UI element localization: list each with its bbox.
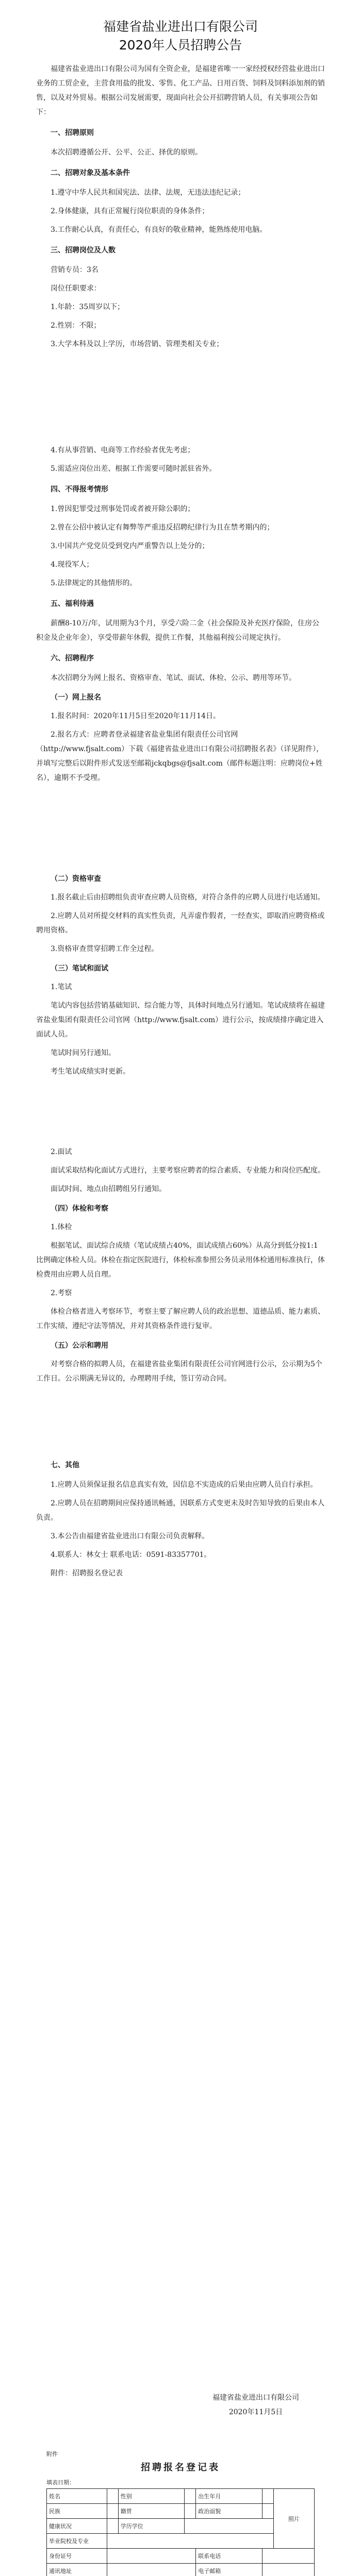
section-3-req: 5.需适应岗位出差、根据工作需要可随时派驻省外。 — [51, 465, 217, 473]
section-4-item: 3.中国共产党党员受到党内严重警告以上处分的； — [51, 542, 209, 550]
field-id-label: 身份证号 — [47, 2549, 107, 2564]
section-4-item: 2.曾在公招中被认定有舞弊等严重违反招聘纪律行为且在禁考期内的； — [51, 523, 274, 532]
field-gender-value[interactable] — [185, 2489, 196, 2504]
section-6-intro: 本次招聘分为网上报名、资格审查、笔试、面试、体检、公示、聘用等环节。 — [51, 674, 296, 682]
form-date-label: 填表日期： — [46, 2479, 75, 2486]
field-native-value[interactable] — [185, 2504, 196, 2519]
field-edu-value[interactable] — [185, 2519, 274, 2534]
written-title: 1.笔试 — [51, 983, 72, 991]
field-id-value[interactable] — [107, 2549, 195, 2564]
section-6-4-title: （四）体检和考察 — [51, 1205, 108, 1213]
exam-title: 2.考察 — [51, 1289, 72, 1297]
signature-date: 2020年11月5日 — [228, 2408, 283, 2416]
field-email-value[interactable] — [262, 2564, 315, 2576]
section-3-req: 4.有从事营销、电商等工作经验者优先考虑； — [51, 446, 195, 454]
field-nation-value[interactable] — [107, 2504, 118, 2519]
section-2-item: 1.遵守中华人民共和国宪法、法律、法规，无违法违纪记录； — [51, 189, 245, 197]
title-notice: 2020年人员招聘公告 — [119, 38, 242, 53]
field-email-label: 电子邮箱 — [196, 2564, 262, 2576]
field-health-value[interactable] — [107, 2519, 118, 2534]
signature-org: 福建省盐业进出口有限公司 — [212, 2394, 299, 2402]
form-title: 招聘报名登记表 — [141, 2462, 220, 2473]
check-title: 1.体检 — [51, 1223, 72, 1231]
section-6-2-item: 2.应聘人员对所提交材料的真实性负责，凡弄虚作假者，一经查实，即取消应聘资格或聘用资格。 — [36, 912, 325, 935]
registration-form-table — [46, 2488, 315, 2576]
section-7-item: 4.联系人：林女士 联系电话：0591-83357701。 — [51, 1551, 211, 1559]
section-1-text: 本次招聘遵循公开、公平、公正、择优的原则。 — [51, 148, 202, 157]
section-3-req: 3.大学本科及以上学历，市场营销、管理类相关专业； — [51, 340, 224, 348]
field-birth-label: 出生年月 — [196, 2489, 262, 2504]
section-6-3-title: （三）笔试和面试 — [51, 964, 108, 973]
field-photo[interactable]: 照片 — [274, 2489, 315, 2549]
field-phone-value[interactable] — [262, 2549, 315, 2564]
field-address-label: 通讯地址 — [47, 2564, 107, 2576]
written-line: 笔试时间另行通知。 — [51, 1049, 116, 1057]
field-phone-label: 联系电话 — [196, 2549, 262, 2564]
field-gender-label: 性别 — [118, 2489, 185, 2504]
section-7-title: 七、其他 — [51, 1461, 79, 1469]
section-3-req-title: 岗位任职要求： — [51, 284, 101, 293]
notice-body — [36, 62, 325, 1585]
field-politics-value[interactable] — [262, 2504, 274, 2519]
check-text: 根据笔试、面试综合成绩（笔试成绩占40%，面试成绩占60%）从高分到低分按1:1比例确定体检人员。体检在指定医院进行，体检标准参照公务员录用体检通用标准执行，体检费用由应聘人员自理。 — [36, 1242, 325, 1279]
field-major-label: 毕业院校及专业 — [47, 2534, 107, 2549]
section-2-item: 3.工作耐心认真，有责任心，有良好的敬业精神，能熟练使用电脑。 — [51, 226, 267, 234]
field-nation-label: 民族 — [47, 2504, 107, 2519]
section-6-2-title: （二）资格审查 — [51, 875, 101, 883]
section-5-text: 薪酬8-10万/年，试用期为3个月，享受六险二金（社会保险及补充医疗保险，住房公积金及企业年金），享受带薪年休假，提供工作餐，其他福利按公司规定执行。 — [36, 619, 320, 642]
written-note: 考生笔试成绩实时更新。 — [51, 1067, 130, 1076]
section-3-post: 营销专员：3名 — [51, 266, 99, 274]
section-6-1-time: 1.报名时间：2020年11月5日至2020年11月14日。 — [51, 712, 220, 720]
section-6-2-item: 3.资格审查贯穿招聘工作全过程。 — [51, 945, 159, 953]
field-edu-label: 学历学位 — [118, 2519, 185, 2534]
written-text: 笔试内容包括营销基础知识、综合能力等，具体时间地点另行通知。笔试成绩将在福建省盐业集团有限责任公司官网（http://www.fjsalt.com）进行公示，按成绩排序确定进入面试人员。 — [36, 1002, 325, 1039]
exam-text: 体检合格者进入考察环节，考察主要了解应聘人员的政治思想、道德品质、能力素质、工作实绩、遵纪守法等情况，并对其资格条件进行复审。 — [36, 1308, 325, 1330]
section-7-item: 1.应聘人员须保证报名信息真实有效，因信息不实造成的后果由应聘人员自行承担。 — [51, 1481, 318, 1489]
section-4-item: 1.曾因犯罪受过刑事处罚或者被开除公职的； — [51, 505, 195, 513]
section-6-2-item: 1.报名截止后由招聘组负责审查应聘人员资格，对符合条件的应聘人员进行电话通知。 — [51, 893, 325, 902]
section-4-title: 四、不得报考情形 — [51, 485, 108, 494]
interview-text: 面试采取结构化面试方式进行，主要考察应聘者的综合素质、专业能力和岗位匹配度。 — [51, 1166, 325, 1175]
form-attachment-tag: 附件 — [46, 2451, 58, 2458]
field-name-value[interactable] — [107, 2489, 118, 2504]
section-7-item: 2.应聘人员在招聘期间应保持通讯畅通，因联系方式变更未及时告知导致的后果由本人负责。 — [36, 1499, 325, 1522]
signature-block — [212, 2391, 299, 2419]
section-3-req: 2.性别：不限； — [51, 321, 101, 330]
field-birth-value[interactable] — [262, 2489, 274, 2504]
section-4-item: 4.现役军人； — [51, 561, 94, 569]
attachment-note: 附件：招聘报名登记表 — [51, 1569, 123, 1578]
field-native-label: 籍贯 — [118, 2504, 185, 2519]
section-3-title: 三、招聘岗位及人数 — [51, 246, 116, 255]
field-major-value[interactable] — [107, 2534, 273, 2549]
section-2-item: 2.身体健康，具有正常履行岗位职责的身体条件； — [51, 207, 209, 215]
section-2-title: 二、招聘对象及基本条件 — [51, 169, 130, 177]
section-4-item: 5.法律规定的其他情形的。 — [51, 579, 137, 587]
interview-note: 面试时间、地点由招聘组另行通知。 — [51, 1185, 166, 1193]
field-politics-label: 政治面貌 — [196, 2504, 262, 2519]
section-1-title: 一、招聘原则 — [51, 129, 94, 137]
section-5-title: 五、福利待遇 — [51, 600, 94, 608]
intro-paragraph: 福建省盐业进出口有限公司为国有全资企业，是福建省唯一一家经授权经营盐业进出口业务的工贸企业，主营食用盐的批发、零售、化工产品、日用百货、饲料及饲料添加剂的销售，以及对外贸易。根据公司发展需要，现面向社会公开招聘营销人员，有关事项公告如下： — [36, 65, 325, 116]
section-3-req: 1.年龄：35周岁以下； — [51, 303, 125, 311]
section-6-5-text: 对考察合格的拟聘人员，在福建省盐业集团有限责任公司官网进行公示，公示期为5个工作日。公示期满无异议的，办理聘用手续，签订劳动合同。 — [36, 1360, 322, 1383]
section-6-title: 六、招聘程序 — [51, 654, 94, 663]
field-address-value[interactable] — [107, 2564, 195, 2576]
section-6-5-title: （五）公示和聘用 — [51, 1342, 108, 1350]
field-health-label: 健康状况 — [47, 2519, 107, 2534]
section-6-1-title: （一）网上报名 — [51, 693, 101, 702]
title-company: 福建省盐业进出口有限公司 — [103, 19, 258, 34]
section-7-item: 3.本公告由福建省盐业进出口有限公司负责解释。 — [51, 1532, 209, 1540]
field-name-label: 姓名 — [47, 2489, 107, 2504]
section-6-1-method: 2.报名方式：应聘者登录福建省盐业集团有限责任公司官网（http://www.fjsalt.com）下载《福建省盐业进出口有限公司招聘报名表》（详见附件），并填写完整后以附件形式发送至邮箱jckqbgs@fjsalt.com（邮件标题注明：应聘岗位+姓名），逾期不予受理。 — [36, 731, 324, 782]
interview-title: 2.面试 — [51, 1148, 72, 1156]
